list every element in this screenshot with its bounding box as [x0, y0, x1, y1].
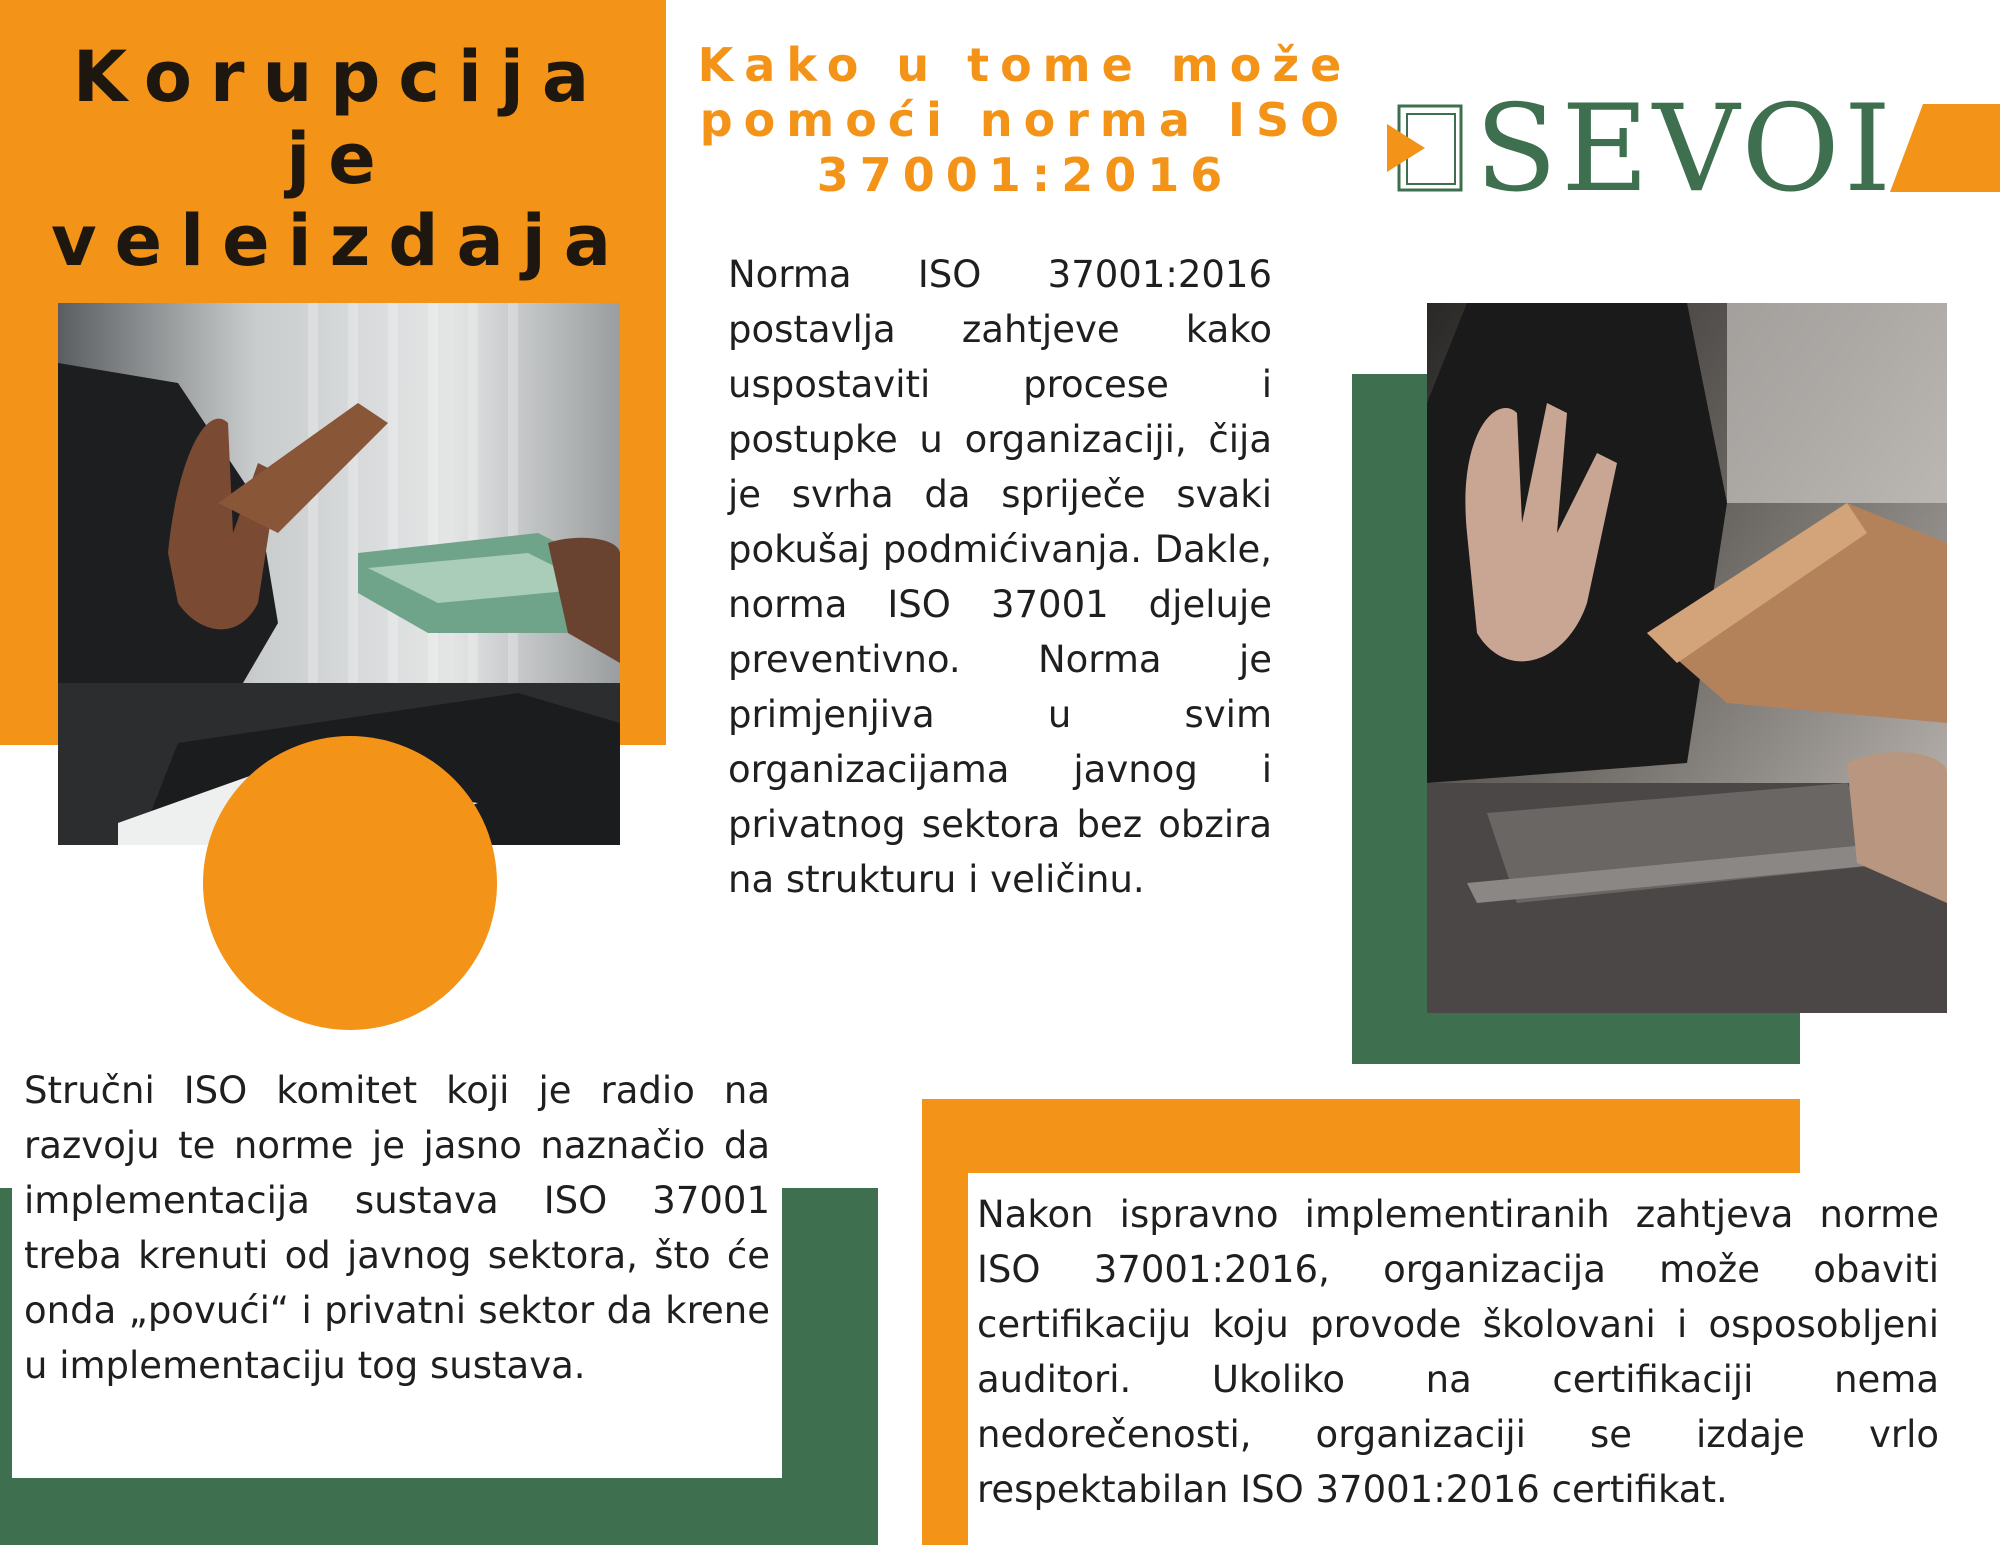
committee-paragraph: Stručni ISO komitet koji je radio na razvoju te norme je jasno naznačio da implementacija sustava ISO 37001 treba krenuti od javnog sektora, što će onda „povući“ i privatni sektor da krene u implementaciju tog sustava.	[24, 1069, 770, 1387]
orange-corner-slant	[1890, 104, 2000, 192]
orange-circle-decoration	[203, 736, 497, 1030]
title-line-3: veleizdaja	[51, 200, 629, 282]
subtitle-line-3: 37001:2016	[816, 148, 1234, 202]
envelope-refusal-photo	[1427, 303, 1947, 1013]
logo-text: SEVOI	[1475, 80, 1896, 219]
title-line-2: je	[286, 118, 394, 200]
brand-logo	[1385, 80, 1896, 219]
orange-bottom-right-stripe	[922, 1099, 968, 1545]
certification-paragraph: Nakon ispravno implementiranih zahtjeva norme ISO 37001:2016, organizacija može obaviti certifikaciju koju provode školovani i osposobljeni auditori. Ukoliko na certifikaciji nema nedorečenosti, organizaciji se izdaje vrlo respektabilan ISO 37001:2016 certifikat.	[977, 1193, 1939, 1511]
subtitle-line-1: Kako u tome može	[697, 38, 1353, 92]
logo-icon	[1385, 102, 1465, 194]
title-line-1: Korupcija	[72, 36, 608, 118]
intro-paragraph: Norma ISO 37001:2016 postavlja zahtjeve kako uspostaviti procese i postupke u organizaciji, čija je svrha da spriječe svaki pokušaj podmićivanja. Dakle, norma ISO 37001 djeluje preventivno. Norma je primjenjiva u svim organizacijama javnog i privatnog sektora bez obzira na strukturu i veličinu.	[728, 253, 1272, 901]
orange-bottom-right-bar	[922, 1099, 1800, 1173]
page-title	[0, 36, 680, 282]
subtitle	[690, 38, 1360, 203]
subtitle-line-2: pomoći norma ISO	[699, 93, 1351, 147]
